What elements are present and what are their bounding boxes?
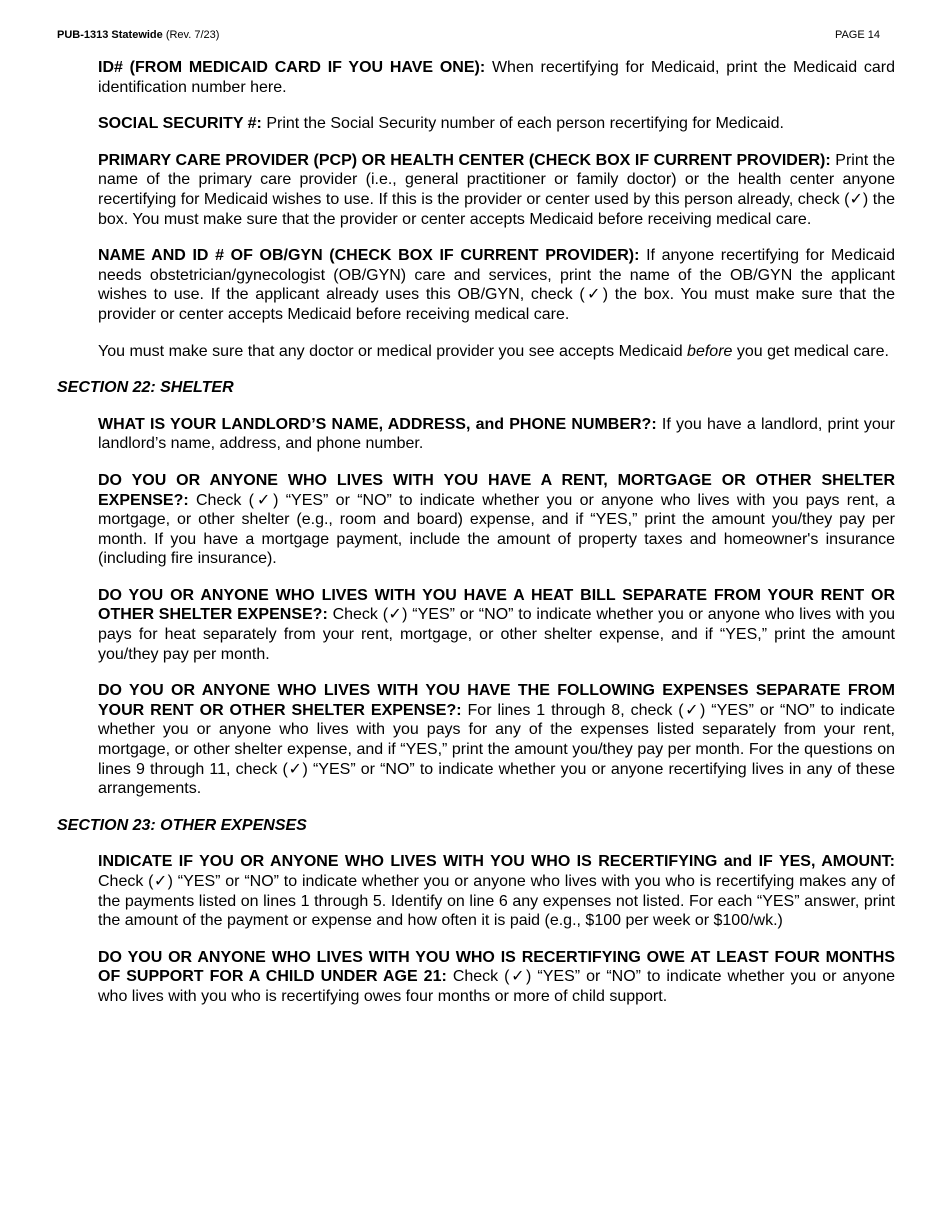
paragraph-text: Print the Social Security number of each person recertifying for Medicaid. — [261, 115, 784, 133]
section-heading: SECTION 22: SHELTER — [57, 379, 234, 397]
field-label: SOCIAL SECURITY #: — [98, 115, 262, 133]
section-heading: SECTION 23: OTHER EXPENSES — [57, 816, 307, 834]
field-label: PRIMARY CARE PROVIDER (PCP) OR HEALTH CENTER (CHECK BOX IF CURRENT PROVIDER): — [98, 151, 831, 169]
page-header — [57, 28, 880, 44]
field-label: NAME AND ID # OF OB/GYN (CHECK BOX IF CURRENT PROVIDER): — [98, 247, 640, 265]
page-number: PAGE 14 — [834, 29, 880, 41]
paragraph-text: Print the name of the primary care provider (i.e., general practitioner or family doctor) or the health center anyone recertifying for Medicaid wishes to use. If this is the provider or center used by this person already, check (✓) the box. You must make sure that the provider or center accepts Medicaid before receiving medical care. — [98, 151, 896, 228]
emphasis-text: before — [687, 342, 733, 360]
paragraph-text: If anyone recertifying for Medicaid needs obstetrician/gynecologist (OB/GYN) care and services, print the name of the OB/GYN the applicant wishes to use. If the applicant already uses this OB/GYN, check (✓) the box. You must make sure that the provider or center accepts Medicaid before receiving medical care. — [98, 247, 896, 323]
field-label: DO YOU OR ANYONE WHO LIVES WITH YOU HAVE A HEAT BILL SEPARATE FROM YOUR RENT OR OTHER SHELTER EXPENSE?: — [98, 586, 895, 624]
form-id: PUB-1313 Statewide (Rev. 7/23) — [57, 29, 220, 41]
field-label: DO YOU OR ANYONE WHO LIVES WITH YOU WHO IS RECERTIFYING OWE AT LEAST FOUR MONTHS OF SUPPORT FOR A CHILD UNDER AGE 21: — [98, 948, 895, 986]
instruction-paragraph — [98, 114, 895, 134]
instruction-paragraph — [98, 852, 895, 930]
paragraph-text: Check (✓) “YES” or “NO” to indicate whether you or anyone who lives with you who is recertifying owes four months or more of child support. — [98, 968, 896, 1005]
field-label: DO YOU OR ANYONE WHO LIVES WITH YOU HAVE THE FOLLOWING EXPENSES SEPARATE FROM YOUR RENT OR OTHER SHELTER EXPENSE?: — [98, 682, 895, 719]
field-label: WHAT IS YOUR LANDLORD’S NAME, ADDRESS, and PHONE NUMBER?: — [98, 415, 657, 433]
paragraph-text: Check (✓) “YES” or “NO” to indicate whether you or anyone who lives with you pays for heat separately from your rent, mortgage, or other shelter expense, and if “YES,” print the amount you/they pay per month. — [98, 606, 896, 663]
paragraph-text: Check (✓) “YES” or “NO” to indicate whether you or anyone who lives with you who is recertifying makes any of the payments listed on lines 1 through 5. Identify on line 6 any expenses not listed. For each “YES” answer, print the amount of the payment or expense and how often it is paid (e.g., $100 per week or $100/wk.) — [98, 873, 895, 930]
instruction-paragraph — [98, 948, 895, 1007]
paragraph-text: you get medical care. — [732, 342, 889, 360]
instruction-paragraph — [98, 681, 895, 799]
paragraph-text: You must make sure that any doctor or medical provider you see accepts Medicaid — [98, 342, 688, 360]
instruction-paragraph — [98, 151, 895, 229]
instruction-paragraph — [98, 586, 895, 664]
paragraph-text: For lines 1 through 8, check (✓) “YES” or “NO” to indicate whether you or anyone who lives with you pays for any of the expenses listed separately from your rent, mortgage, or other shelter expense, and if “YES,” print the amount you/they pay per month. For the questions on lines 9 through 11, check (✓) “YES” or “NO” to indicate whether you or anyone recertifying lives in any of these arrangements. — [98, 701, 895, 798]
instruction-paragraph — [98, 415, 895, 454]
instruction-paragraph — [98, 246, 895, 324]
field-label: ID# (FROM MEDICAID CARD IF YOU HAVE ONE): — [98, 59, 486, 76]
instruction-paragraph — [98, 58, 895, 97]
paragraph-text: If you have a landlord, print your landlord’s name, address, and phone number. — [98, 415, 895, 453]
field-label: DO YOU OR ANYONE WHO LIVES WITH YOU HAVE A RENT, MORTGAGE OR OTHER SHELTER EXPENSE?: — [98, 471, 895, 509]
instruction-paragraph — [98, 471, 895, 569]
paragraph-text: Check (✓) “YES” or “NO” to indicate whether you or anyone who lives with you pays rent, a mortgage, or other shelter (e.g., room and board) expense, and if “YES,” print the amount you/they pay per month. If you have a mortgage payment, include the amount of property taxes and homeowner's insurance (including fire insurance). — [98, 491, 895, 568]
field-label: INDICATE IF YOU OR ANYONE WHO LIVES WITH YOU WHO IS RECERTIFYING and IF YES, AMOUNT: — [98, 853, 895, 871]
paragraph-text: When recertifying for Medicaid, print the Medicaid card identification number here. — [98, 59, 896, 96]
document-body — [57, 58, 895, 1024]
instruction-paragraph — [98, 342, 895, 362]
form-revision: (Rev. 7/23) — [165, 29, 220, 41]
